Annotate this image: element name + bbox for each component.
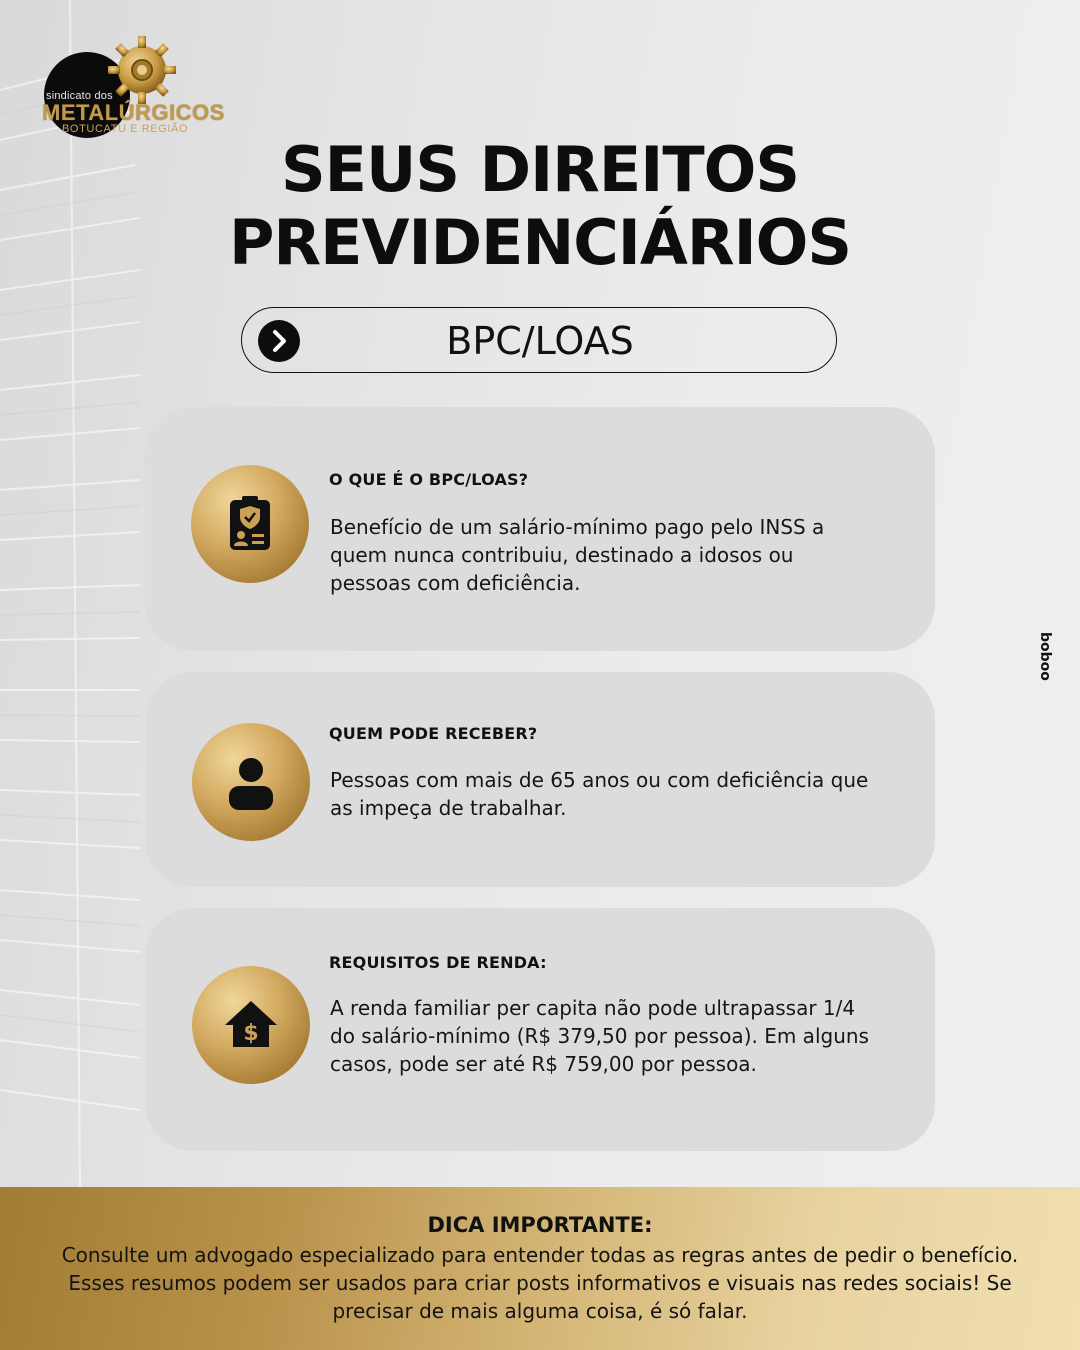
card-body: Pessoas com mais de 65 anos ou com deficiência que as impeça de trabalhar.	[330, 768, 869, 820]
info-card-what-is	[145, 407, 935, 651]
logo-name: METALÚRGICOS	[42, 100, 225, 125]
person-icon	[221, 752, 281, 812]
topic-label: BPC/LOAS	[446, 319, 634, 363]
card-heading: REQUISITOS DE RENDA:	[329, 953, 547, 972]
clipboard-shield-user-icon	[220, 494, 280, 554]
card-body: A renda familiar per capita não pode ultrapassar 1/4 do salário-mínimo (R$ 379,50 por pessoa). Em alguns casos, pode ser até R$ 759,00 por pessoa.	[330, 996, 869, 1076]
tip-text: Consulte um advogado especializado para entender todas as regras antes de pedir o benefício. Esses resumos podem ser usados para criar posts informativos e visuais nas redes sociais! Se precisar de mais alguma coisa, é só falar.	[61, 1243, 1019, 1323]
icon-circle	[192, 966, 310, 1084]
logo-region: BOTUCATU E REGIÃO	[62, 123, 189, 135]
info-card-income	[145, 908, 935, 1151]
page-title-line1: SEUS DIREITOS	[281, 133, 799, 206]
brand-watermark: boboo	[1037, 632, 1053, 681]
icon-circle	[192, 723, 310, 841]
gear-icon	[106, 34, 178, 106]
icon-circle	[191, 465, 309, 583]
page-title-line2: PREVIDENCIÁRIOS	[228, 206, 851, 279]
info-card-who-can	[145, 672, 935, 887]
svg-text:$: $	[243, 1021, 259, 1046]
card-heading: O QUE É O BPC/LOAS?	[329, 470, 529, 489]
union-logo	[40, 30, 225, 145]
card-body: Benefício de um salário-mínimo pago pelo INSS a quem nunca contribuiu, destinado a idosos ou pessoas com deficiência.	[330, 515, 825, 595]
topic-pill	[241, 307, 837, 373]
card-heading: QUEM PODE RECEBER?	[329, 724, 538, 743]
tip-title: DICA IMPORTANTE:	[427, 1213, 653, 1237]
logo-subtitle: sindicato dos	[46, 90, 113, 102]
house-dollar-icon	[221, 995, 281, 1055]
tip-footer	[0, 1187, 1080, 1350]
